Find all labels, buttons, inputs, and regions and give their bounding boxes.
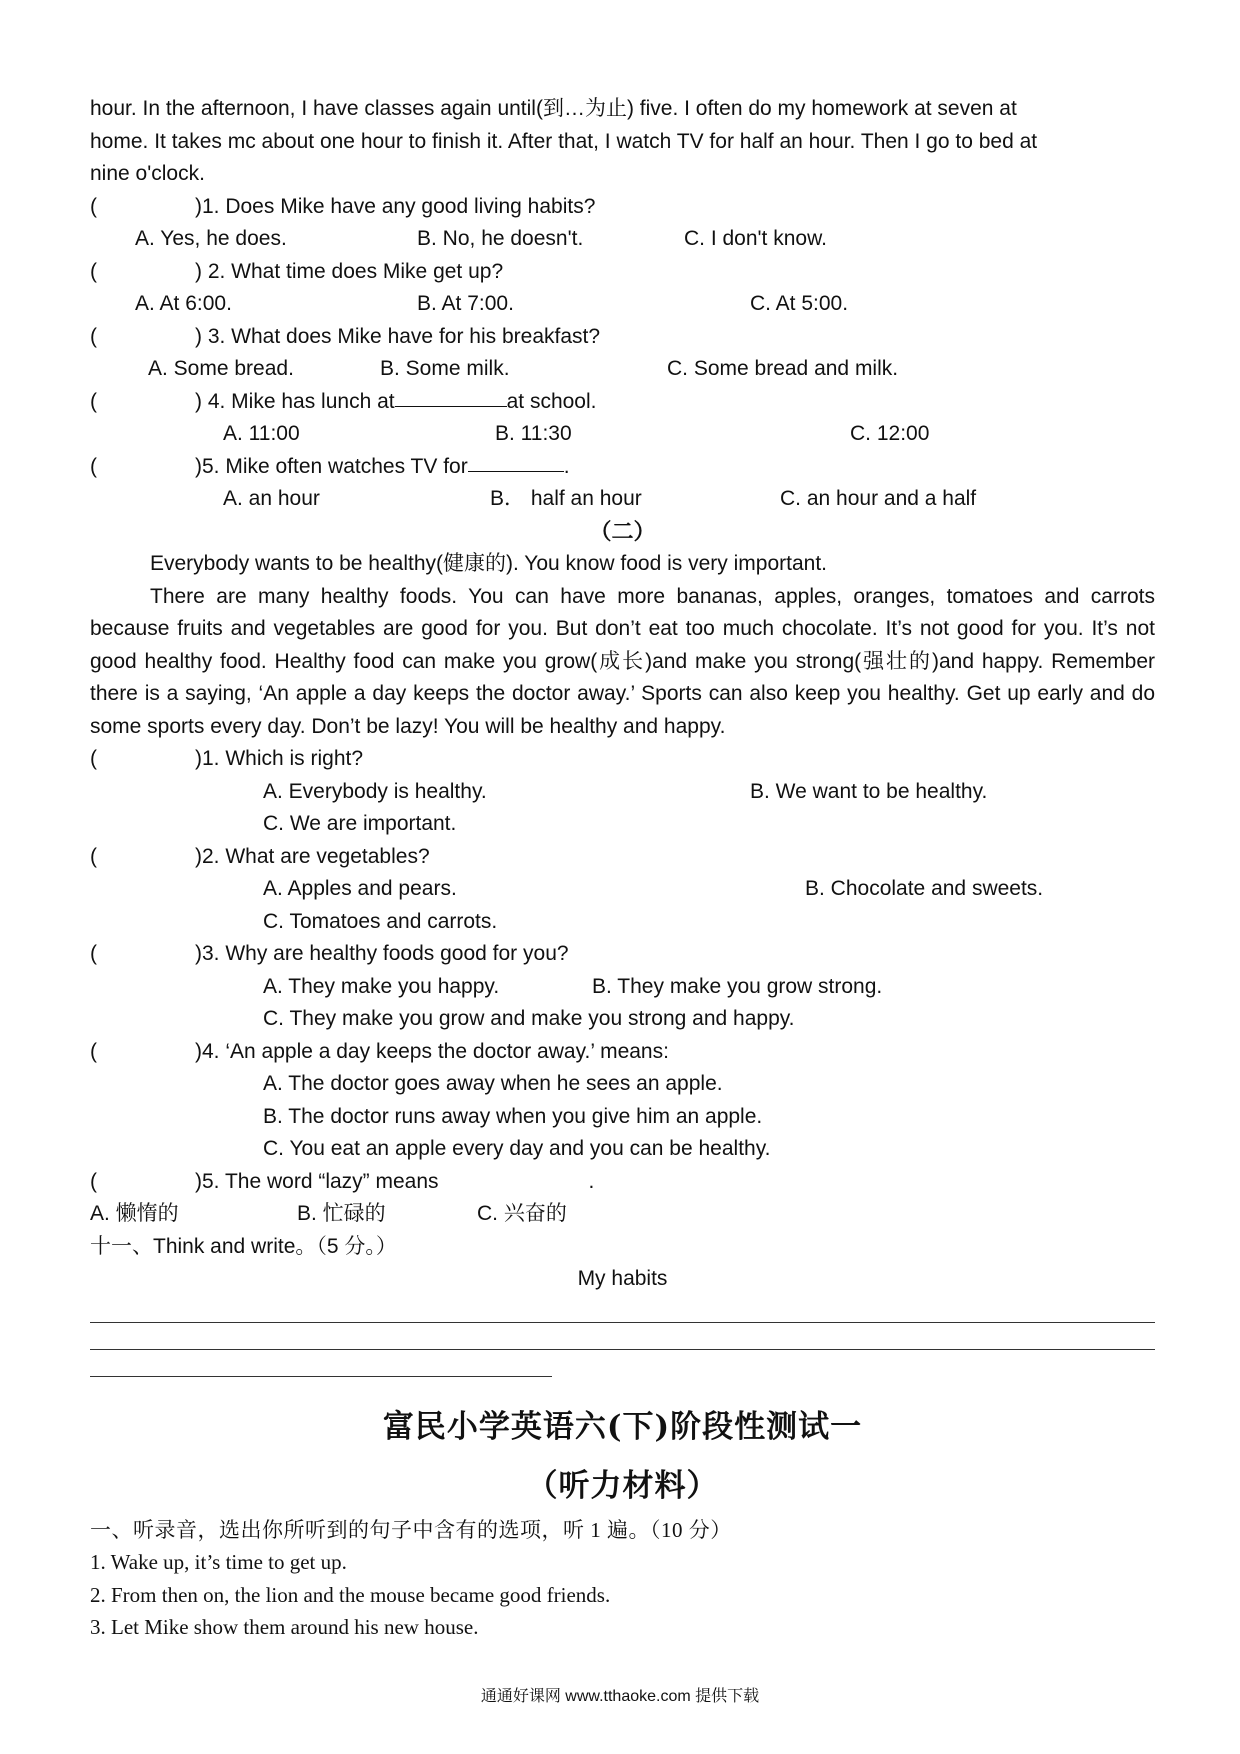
option-c: C. Tomatoes and carrots. <box>263 909 498 933</box>
question-text: ) 4. Mike has lunch at <box>195 389 395 413</box>
question-text: )4. ‘An apple a day keeps the doctor away.’ means: <box>195 1039 669 1063</box>
option-b: B. 11:30 <box>495 422 572 445</box>
listening-item: 3. Let Mike show them around his new house. <box>90 1615 479 1639</box>
question-2-3 <box>90 938 1155 1036</box>
question-text: )3. Why are healthy foods good for you? <box>195 942 569 965</box>
option-a: A. Yes, he does. <box>135 227 287 250</box>
option-c: C. Some bread and milk. <box>667 357 899 380</box>
question-1-4 <box>90 386 1155 451</box>
option-b: B. Chocolate and sweets. <box>805 877 1044 900</box>
option-b: B. The doctor runs away when you give him an apple. <box>263 1104 763 1128</box>
question-1-5 <box>90 451 1155 516</box>
answer-paren[interactable]: ( <box>90 1169 97 1193</box>
option-c: C. 12:00 <box>850 422 930 445</box>
answer-paren[interactable]: ( <box>90 259 97 283</box>
listening-item: 2. From then on, the lion and the mouse became good friends. <box>90 1582 611 1607</box>
question-1-1 <box>90 191 1155 256</box>
question-text: )2. What are vegetables? <box>195 844 430 868</box>
page-content <box>90 93 1155 1644</box>
listening-instruction: 一、听录音，选出你所听到的句子中含有的选项，听 1 遍。（10 分） <box>90 1517 732 1542</box>
passage-line: home. It takes mc about one hour to finish it. After that, I watch TV for half an hour. Then I go to bed at <box>90 129 1038 153</box>
passage-2-paragraph: There are many healthy foods. You can have more bananas, apples, oranges, tomatoes and carrots because fruits and vegetables are good for you. But don’t eat too much chocolate. It’s not good for you. It’s not good healthy food. Healthy food can make you grow(成长)and make you strong(强壮的)and happy. Remember there is a saying, ‘An apple a day keeps the doctor away.’ Sports can also keep you healthy. Get up early and do some sports every day. Don’t be lazy! You will be healthy and happy. <box>90 584 1155 738</box>
question-1-2 <box>90 256 1155 321</box>
essay-title: My habits <box>577 1267 668 1290</box>
answer-paren[interactable]: ( <box>90 747 97 770</box>
option-c: C. They make you grow and make you strong and happy. <box>263 1007 795 1030</box>
section-11-heading: 十一、Think and write。（5 分。） <box>90 1234 397 1258</box>
option-a: A. Everybody is healthy. <box>263 779 487 803</box>
question-text: )1. Does Mike have any good living habits? <box>195 194 596 218</box>
question-text: ) 3. What does Mike have for his breakfast? <box>195 324 601 348</box>
page-footer[interactable]: 通通好课网 www.tthaoke.com 提供下载 <box>480 1688 760 1705</box>
answer-paren[interactable]: ( <box>90 1039 97 1063</box>
option-a: A. At 6:00. <box>135 292 232 315</box>
answer-paren[interactable]: ( <box>90 194 97 218</box>
writing-area[interactable] <box>90 1296 1155 1377</box>
question-text: )5. Mike often watches TV for <box>195 454 468 478</box>
answer-paren[interactable]: ( <box>90 389 97 413</box>
option-a: A. 懒惰的 <box>90 1202 179 1225</box>
passage-1 <box>90 93 1155 191</box>
section-2-heading: （二） <box>589 518 656 544</box>
option-c: C. 兴奋的 <box>477 1202 567 1225</box>
option-a: A. Apples and pears. <box>263 877 457 900</box>
answer-paren[interactable]: ( <box>90 454 97 478</box>
option-c: C. You eat an apple every day and you can be healthy. <box>263 1137 771 1160</box>
question-2-2 <box>90 841 1155 939</box>
question-text: )5. The word “lazy” means <box>195 1169 439 1193</box>
option-b: B. 忙碌的 <box>297 1202 386 1225</box>
passage-line: hour. In the afternoon, I have classes again until(到…为止) five. I often do my homework at seven at <box>90 97 1017 120</box>
fill-blank[interactable] <box>468 451 564 472</box>
fill-blank[interactable] <box>395 386 507 407</box>
question-text: ) 2. What time does Mike get up? <box>195 259 504 283</box>
passage-line: nine o'clock. <box>90 162 205 185</box>
answer-paren[interactable]: ( <box>90 942 97 965</box>
option-b: B. At 7:00. <box>417 292 514 315</box>
option-a: A. They make you happy. <box>263 974 500 998</box>
question-2-4 <box>90 1036 1155 1166</box>
question-text-end: . <box>563 454 570 478</box>
option-c: C. I don't know. <box>684 227 827 250</box>
option-c: C. At 5:00. <box>750 292 849 315</box>
fill-blank[interactable] <box>439 1166 589 1187</box>
listening-subtitle: （听力材料） <box>526 1467 719 1504</box>
answer-paren[interactable]: ( <box>90 324 97 348</box>
listening-item: 1. Wake up, it’s time to get up. <box>90 1550 347 1574</box>
question-text-end: . <box>588 1169 595 1193</box>
writing-line[interactable] <box>90 1323 1155 1350</box>
option-b: B. They make you grow strong. <box>592 974 883 998</box>
option-b: B． half an hour <box>490 487 642 510</box>
option-a: A. Some bread. <box>148 357 294 380</box>
listening-title: 富民小学英语六(下)阶段性测试一 <box>382 1408 863 1445</box>
writing-line[interactable] <box>90 1296 1155 1323</box>
question-1-3 <box>90 321 1155 386</box>
question-text: )1. Which is right? <box>195 747 364 770</box>
option-a: A. an hour <box>223 487 320 510</box>
option-c: C. We are important. <box>263 812 457 835</box>
passage-2-paragraph: Everybody wants to be healthy(健康的). You know food is very important. <box>150 552 827 575</box>
option-b: B. Some milk. <box>380 357 510 380</box>
option-a: A. The doctor goes away when he sees an apple. <box>263 1072 723 1095</box>
answer-paren[interactable]: ( <box>90 844 97 868</box>
question-2-5 <box>90 1166 1155 1231</box>
question-2-1 <box>90 743 1155 841</box>
option-b: B. We want to be healthy. <box>750 779 988 803</box>
option-b: B. No, he doesn't. <box>417 227 584 250</box>
question-text-end: at school. <box>506 389 597 413</box>
writing-line[interactable] <box>90 1350 552 1377</box>
option-c: C. an hour and a half <box>780 487 977 510</box>
option-a: A. 11:00 <box>223 422 300 445</box>
